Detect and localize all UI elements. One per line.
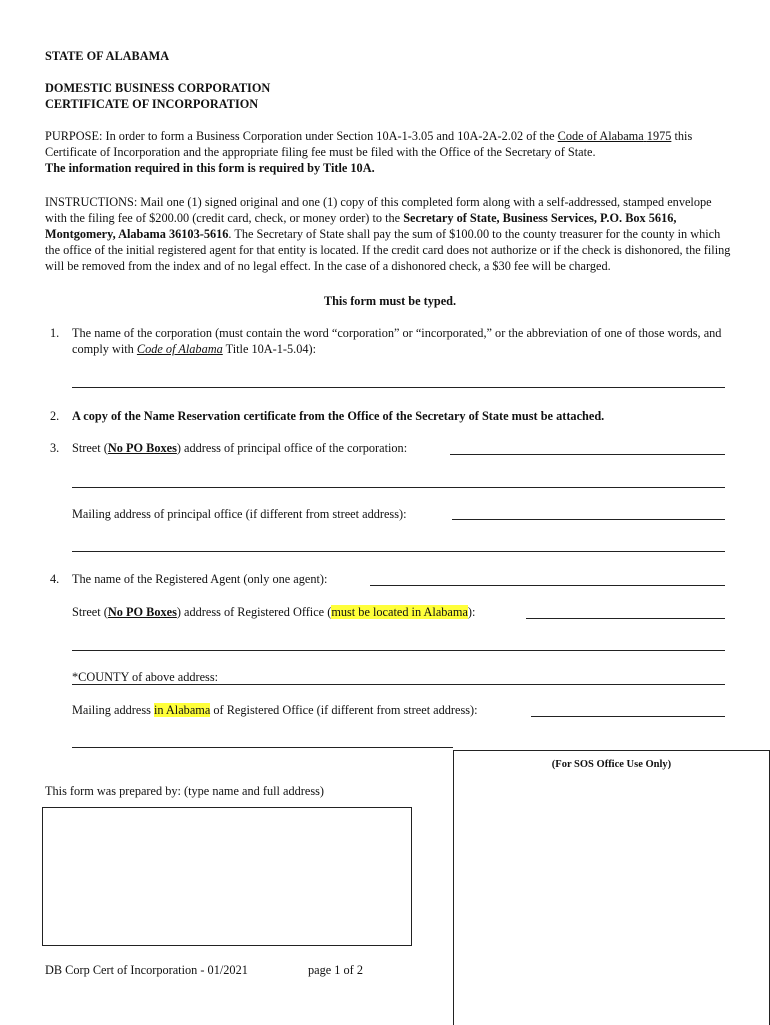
registered-office-mailing-label: Mailing address in Alabama of Registered Office (if different from street address):	[72, 703, 478, 717]
form-title-line2: CERTIFICATE OF INCORPORATION	[45, 97, 259, 111]
registered-agent-field[interactable]	[370, 585, 725, 586]
item4-no-po-boxes: No PO Boxes	[107, 605, 177, 619]
principal-mailing-field[interactable]	[452, 519, 725, 520]
typed-note: This form must be typed.	[323, 294, 457, 308]
code-of-alabama-link[interactable]: Code of Alabama 1975	[557, 129, 672, 143]
corporation-name-field[interactable]	[72, 387, 725, 388]
item2-number: 2.	[50, 409, 60, 423]
footer-form-id: DB Corp Cert of Incorporation - 01/2021	[45, 963, 248, 977]
purpose-text-2: this Certificate of Incorporation and the appropriate filing fee must be filed with the Office of the Secretary of State.	[45, 129, 693, 159]
county-field[interactable]	[72, 684, 725, 685]
sos-mailing-address: Secretary of State, Business Services, P.O. Box 5616, Montgomery, Alabama 36103-5616	[45, 211, 677, 241]
purpose-bold-note: The information required in this form is required by Title 10A.	[45, 161, 375, 175]
prepared-by-label: This form was prepared by: (type name and full address)	[45, 784, 324, 798]
sos-office-use-label: (For SOS Office Use Only)	[551, 759, 672, 770]
item4-number: 4.	[50, 572, 60, 586]
county-label: *COUNTY of above address:	[72, 670, 219, 684]
item3-no-po-boxes: No PO Boxes	[107, 441, 177, 455]
state-heading: STATE OF ALABAMA	[45, 49, 170, 63]
purpose-text-1: PURPOSE: In order to form a Business Corporation under Section 10A-1-3.05 and 10A-2A-2.02 of the	[45, 129, 555, 143]
registered-office-street-field[interactable]	[526, 618, 725, 619]
item1-text: The name of the corporation (must contain the word “corporation” or “incorporated,” or the abbreviation of one of those words, and comply with Code of Alabama Title 10A-1-5.04):	[72, 326, 722, 356]
in-alabama-highlight: in Alabama	[153, 703, 211, 717]
principal-street-field-line2[interactable]	[72, 487, 725, 488]
principal-mailing-field-line2[interactable]	[72, 551, 725, 552]
registered-office-street-field-line2[interactable]	[72, 650, 725, 651]
item1-number: 1.	[50, 326, 60, 340]
footer-page-number: page 1 of 2	[308, 963, 363, 977]
registered-office-street-label: Street (No PO Boxes) address of Registered Office (must be located in Alabama):	[72, 605, 476, 619]
prepared-by-box[interactable]	[42, 807, 412, 946]
registered-office-mailing-field-line2[interactable]	[72, 747, 453, 748]
registered-agent-label: The name of the Registered Agent (only one agent):	[72, 572, 328, 586]
item2-text: A copy of the Name Reservation certificate from the Office of the Secretary of State must be attached.	[72, 409, 605, 423]
principal-mailing-label: Mailing address of principal office (if different from street address):	[72, 507, 407, 521]
item1-code-link[interactable]: Code of Alabama	[136, 342, 223, 356]
instructions-paragraph	[45, 194, 735, 274]
alabama-highlight: must be located in Alabama	[331, 605, 468, 619]
item3-street-label: Street (No PO Boxes) address of principal office of the corporation:	[72, 441, 408, 455]
item3-number: 3.	[50, 441, 60, 455]
purpose-paragraph	[45, 128, 735, 176]
principal-street-field[interactable]	[450, 454, 725, 455]
registered-office-mailing-field[interactable]	[531, 716, 725, 717]
sos-office-use-box	[453, 750, 770, 1025]
instructions-text-2: . The Secretary of State shall pay the sum of $100.00 to the county treasurer for the county in which the office of the initial registered agent for that entity is located. If the credit card does not authorize or if the check is dishonored, the filing will be removed from the index and of no legal effect. In the case of a dishonored check, a $30 fee will be charged.	[45, 227, 731, 273]
instructions-text-1: INSTRUCTIONS: Mail one (1) signed original and one (1) copy of this completed form along with a self-addressed, stamped envelope with the filing fee of $200.00 (credit card, check, or money order) to the	[45, 195, 712, 225]
form-title-line1: DOMESTIC BUSINESS CORPORATION	[45, 81, 271, 95]
